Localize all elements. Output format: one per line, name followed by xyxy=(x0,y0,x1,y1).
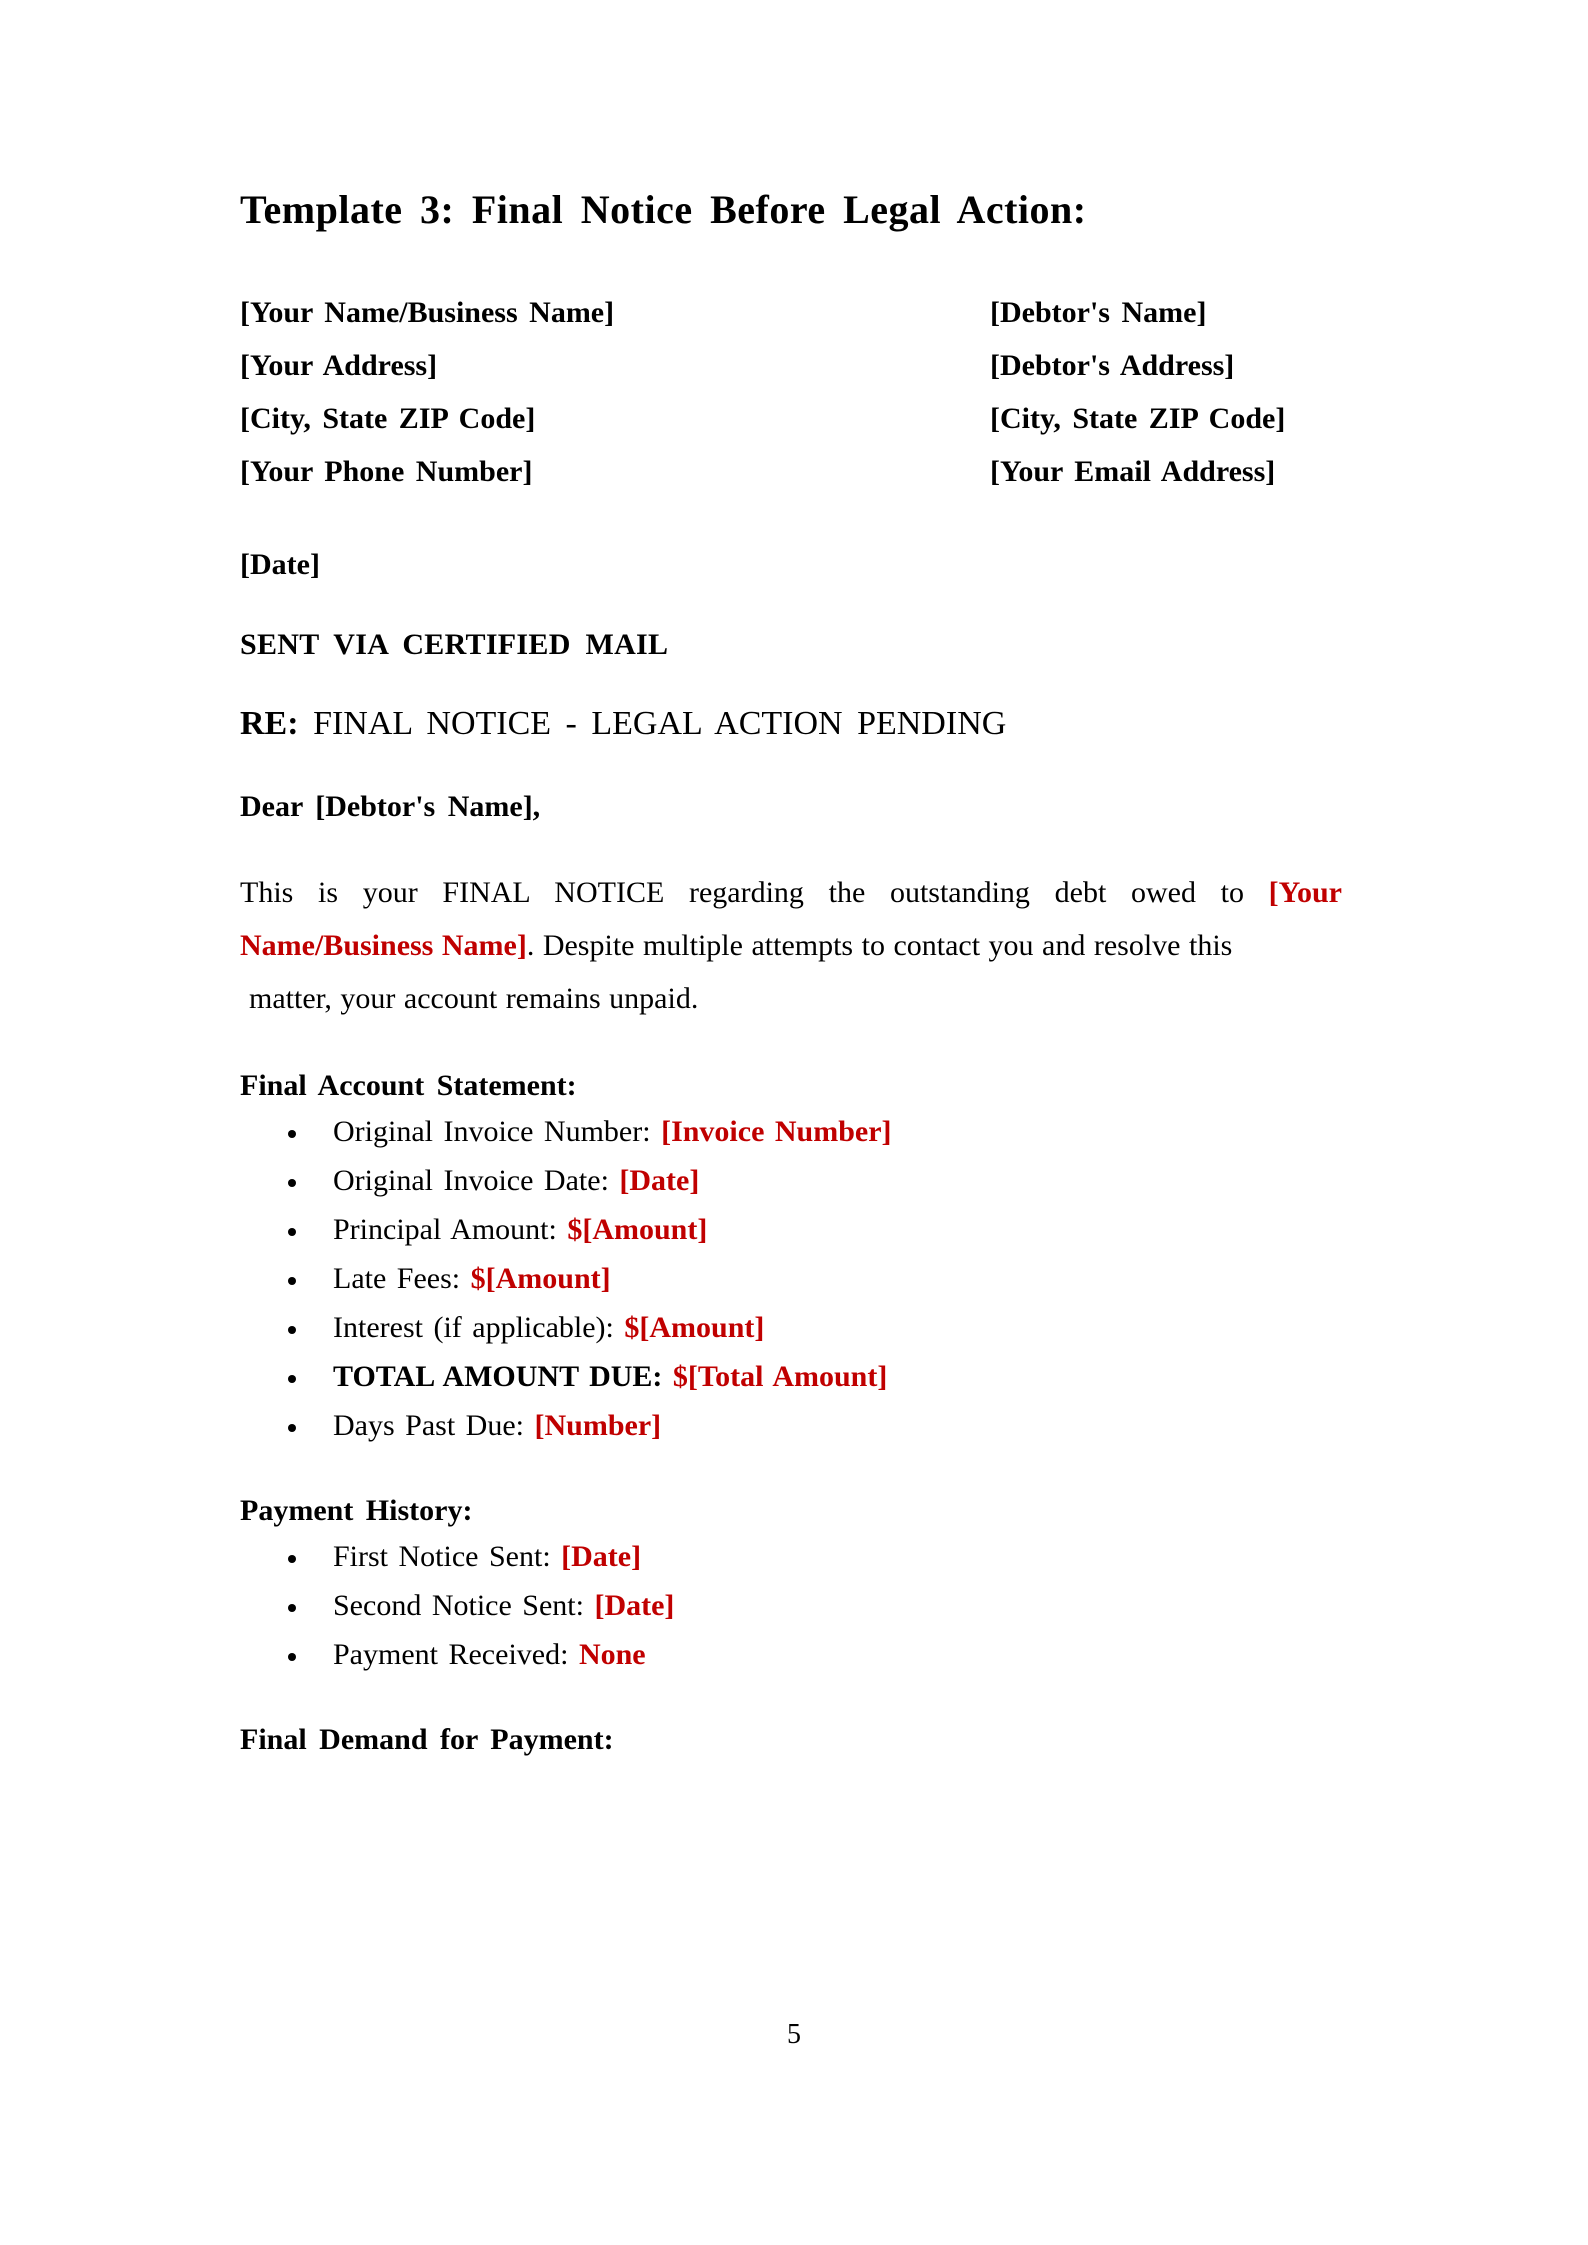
subject-line xyxy=(240,705,1342,742)
sender-city-line: [City, State ZIP Code] xyxy=(240,402,536,435)
sender-address-column xyxy=(240,286,990,498)
item-label: Days Past Due: xyxy=(333,1409,535,1443)
delivery-method-line: SENT VIA CERTIFIED MAIL xyxy=(240,628,669,661)
item-value: $[Amount] xyxy=(624,1311,765,1345)
address-block xyxy=(240,286,1342,498)
list-item xyxy=(240,1254,1342,1303)
recipient-city-line: [City, State ZIP Code] xyxy=(990,402,1286,435)
item-label: Payment Received: xyxy=(333,1638,579,1672)
item-value: [Number] xyxy=(534,1409,662,1443)
item-value: [Invoice Number] xyxy=(661,1115,892,1149)
item-value: [Date] xyxy=(619,1164,700,1198)
sender-name-line: [Your Name/Business Name] xyxy=(240,296,615,329)
intro-highlight-creditor: [Your Name/Business Name] xyxy=(240,876,1342,963)
sender-street-line: [Your Address] xyxy=(240,349,438,382)
item-label: Late Fees: xyxy=(333,1262,471,1296)
recipient-email-line: [Your Email Address] xyxy=(990,455,1276,488)
item-value: [Date] xyxy=(594,1589,675,1623)
item-label: Interest (if applicable): xyxy=(333,1311,625,1345)
salutation: Dear [Debtor's Name], xyxy=(240,790,541,824)
item-label: First Notice Sent: xyxy=(333,1540,562,1574)
item-value: $[Amount] xyxy=(470,1262,611,1296)
intro-paragraph xyxy=(240,866,1342,1025)
item-label: TOTAL AMOUNT DUE: xyxy=(333,1360,673,1394)
list-item xyxy=(240,1401,1342,1450)
recipient-address-column xyxy=(990,286,1342,498)
payment-history-heading: Payment History: xyxy=(240,1494,473,1528)
page-title: Template 3: Final Notice Before Legal Action: xyxy=(240,187,1087,232)
item-label: Second Notice Sent: xyxy=(333,1589,595,1623)
item-label: Original Invoice Number: xyxy=(333,1115,662,1149)
list-item xyxy=(240,1303,1342,1352)
item-value: $[Amount] xyxy=(567,1213,708,1247)
letter-date: [Date] xyxy=(240,548,320,581)
list-item xyxy=(240,1107,1342,1156)
recipient-name-line: [Debtor's Name] xyxy=(990,296,1207,329)
item-label: Original Invoice Date: xyxy=(333,1164,620,1198)
list-item-total-amount-due xyxy=(240,1352,1342,1401)
final-demand-heading: Final Demand for Payment: xyxy=(240,1723,614,1757)
payment-history-list xyxy=(240,1532,1342,1679)
item-value: [Date] xyxy=(561,1540,642,1574)
final-account-statement-list xyxy=(240,1107,1342,1450)
item-value: $[Total Amount] xyxy=(672,1360,888,1394)
page-number: 5 xyxy=(787,2019,801,2050)
intro-text-part1: This is your FINAL NOTICE regarding the outstanding debt owed to xyxy=(240,876,1269,910)
item-label: Principal Amount: xyxy=(333,1213,568,1247)
list-item xyxy=(240,1532,1342,1581)
item-value: None xyxy=(578,1638,646,1672)
intro-text-part2: . Despite multiple attempts to contact you and resolve this xyxy=(526,929,1233,963)
list-item xyxy=(240,1205,1342,1254)
final-account-statement-heading: Final Account Statement: xyxy=(240,1069,577,1103)
subject-text: FINAL NOTICE - LEGAL ACTION PENDING xyxy=(298,705,1007,742)
list-item xyxy=(240,1156,1342,1205)
subject-label: RE: xyxy=(240,705,299,742)
document-content xyxy=(240,0,1342,1756)
list-item xyxy=(240,1581,1342,1630)
recipient-street-line: [Debtor's Address] xyxy=(990,349,1235,382)
intro-text-part3: matter, your account remains unpaid. xyxy=(249,982,699,1016)
sender-phone-line: [Your Phone Number] xyxy=(240,455,533,488)
list-item xyxy=(240,1630,1342,1679)
